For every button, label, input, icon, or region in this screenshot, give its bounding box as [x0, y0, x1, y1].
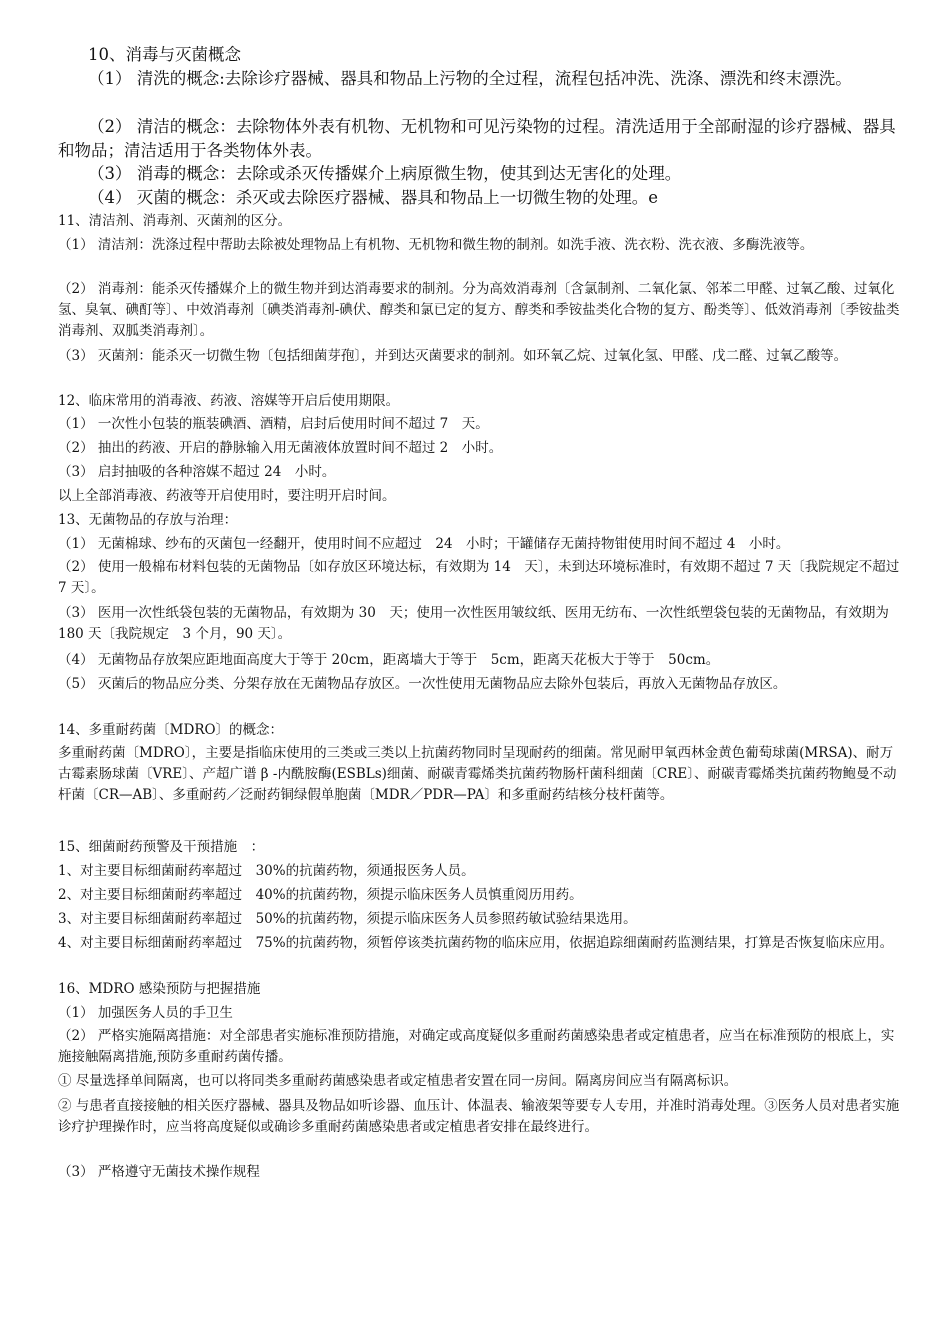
- section-10-item-1: （1） 清洗的概念:去除诊疗器械、器具和物品上污物的全过程，流程包括冲洗、洗涤、漂洗和终末漂洗。: [88, 69, 852, 88]
- section-15-item-1: 1、对主要目标细菌耐药率超过 30%的抗菌药物，须通报医务人员。: [58, 863, 475, 879]
- section-15-title: 15、细菌耐药预警及干预措施 ：: [58, 839, 265, 855]
- section-12-item-2: （2） 抽出的药液、开启的静脉输入用无菌液体放置时间不超过 2 小时。: [58, 440, 503, 456]
- section-13-item-1: （1） 无菌棉球、纱布的灭菌包一经翻开，使用时间不应超过 24 小时；干罐储存无菌持物钳使用时间不超过 4 小时。: [58, 536, 790, 552]
- section-12-note: 以上全部消毒液、药液等开启使用时，要注明开启时间。: [58, 488, 396, 504]
- section-11-item-1: （1） 清洁剂：洗涤过程中帮助去除被处理物品上有机物、无机物和微生物的制剂。如洗手液、洗衣粉、洗衣液、多酶洗液等。: [58, 237, 814, 253]
- section-16-title: 16、MDRO 感染预防与把握措施: [58, 981, 261, 997]
- section-10-item-3: （3） 消毒的概念：去除或杀灭传播媒介上病原微生物，使其到达无害化的处理。: [88, 164, 682, 183]
- section-13-item-3: （3） 医用一次性纸袋包装的无菌物品，有效期为 30 天；使用一次性医用皱纹纸、医用无纺布、一次性纸塑袋包装的无菌物品，有效期为 180 天〔我院规定 3 个月，90 天〕。: [58, 605, 903, 642]
- section-13-item-5: （5） 灭菌后的物品应分类、分架存放在无菌物品存放区。一次性使用无菌物品应去除外包装后，再放入无菌物品存放区。: [58, 676, 787, 692]
- section-10-item-4: （4） 灭菌的概念：杀灭或去除医疗器械、器具和物品上一切微生物的处理。e: [88, 188, 659, 207]
- section-16-item-2: （2） 严格实施隔离措施：对全部患者实施标准预防措施，对确定或高度疑似多重耐药菌感染患者或定植患者，应当在标准预防的根底上，实施接触隔离措施,预防多重耐药菌传播。: [58, 1028, 895, 1065]
- section-14-body: 多重耐药菌〔MDRO〕，主要是指临床使用的三类或三类以上抗菌药物同时呈现耐药的细菌。常见耐甲氧西林金黄色葡萄球菌(MRSA)、耐万古霉素肠球菌〔VRE〕、产超广谱 β -内酰胺酶(ESBLs)细菌、耐碳青霉烯类抗菌药物肠杆菌科细菌〔CRE〕、耐碳青霉烯类抗菌药物鲍曼不动杆菌〔CR—AB〕、多重耐药／泛耐药铜绿假单胞菌〔MDR／PDR—PA〕和多重耐药结核分枝杆菌等。: [58, 745, 897, 803]
- section-16-sub-2: ② 与患者直接接触的相关医疗器械、器具及物品如听诊器、血压计、体温表、输液架等要专人专用，并准时消毒处理。③医务人员对患者实施诊疗护理操作时，应当将高度疑似或确诊多重耐药菌感染患者或定植患者安排在最终进行。: [58, 1098, 900, 1135]
- section-10-item-2: （2） 清洁的概念：去除物体外表有机物、无机物和可见污染物的过程。清洗适用于全部耐湿的诊疗器械、器具和物品；清洁适用于各类物体外表。: [58, 117, 896, 160]
- section-16-sub-1: ① 尽量选择单间隔离，也可以将同类多重耐药菌感染患者或定植患者安置在同一房间。隔离房间应当有隔离标识。: [58, 1073, 738, 1089]
- section-16-item-1: （1） 加强医务人员的手卫生: [58, 1005, 233, 1021]
- section-11-title: 11、清洁剂、消毒剂、灭菌剂的区分。: [58, 213, 292, 229]
- section-13-item-2: （2） 使用一般棉布材料包装的无菌物品〔如存放区环境达标，有效期为 14 天〕，未到达环境标准时，有效期不超过 7 天〔我院规定不超过 7 天〕。: [58, 559, 913, 596]
- section-15-item-3: 3、对主要目标细菌耐药率超过 50%的抗菌药物，须提示临床医务人员参照药敏试验结果选用。: [58, 911, 637, 927]
- section-15-item-4: 4、对主要目标细菌耐药率超过 75%的抗菌药物，须暂停该类抗菌药物的临床应用，依据追踪细菌耐药监测结果，打算是否恢复临床应用。: [58, 935, 894, 951]
- section-12-item-3: （3） 启封抽吸的各种溶媒不超过 24 小时。: [58, 464, 336, 480]
- section-16-item-3: （3） 严格遵守无菌技术操作规程: [58, 1164, 260, 1180]
- section-10-title: 10、消毒与灭菌概念: [88, 45, 241, 64]
- section-11-item-3: （3） 灭菌剂：能杀灭一切微生物〔包括细菌芽孢〕，并到达灭菌要求的制剂。如环氧乙烷、过氧化氢、甲醛、戊二醛、过氧乙酸等。: [58, 348, 848, 364]
- section-13-title: 13、无菌物品的存放与治理：: [58, 512, 238, 528]
- section-13-item-4: （4） 无菌物品存放架应距地面高度大于等于 20cm，距离墙大于等于 5cm，距离天花板大于等于 50cm。: [58, 652, 720, 668]
- section-15-item-2: 2、对主要目标细菌耐药率超过 40%的抗菌药物，须提示临床医务人员慎重阅历用药。: [58, 887, 583, 903]
- section-12-item-1: （1） 一次性小包装的瓶装碘酒、酒精，启封后使用时间不超过 7 天。: [58, 416, 489, 432]
- section-11-item-2: （2） 消毒剂：能杀灭传播媒介上的微生物并到达消毒要求的制剂。分为高效消毒剂〔含氯制剂、二氧化氯、邻苯二甲醛、过氧乙酸、过氧化氢、臭氧、碘酊等〕、中效消毒剂〔碘类消毒剂-碘伏、醇类和氯已定的复方、醇类和季铵盐类化合物的复方、酚类等〕、低效消毒剂〔季铵盐类消毒剂、双胍类消毒剂〕。: [58, 281, 900, 339]
- section-14-title: 14、多重耐药菌〔MDRO〕的概念：: [58, 722, 284, 738]
- section-12-title: 12、临床常用的消毒液、药液、溶媒等开启后使用期限。: [58, 393, 400, 409]
